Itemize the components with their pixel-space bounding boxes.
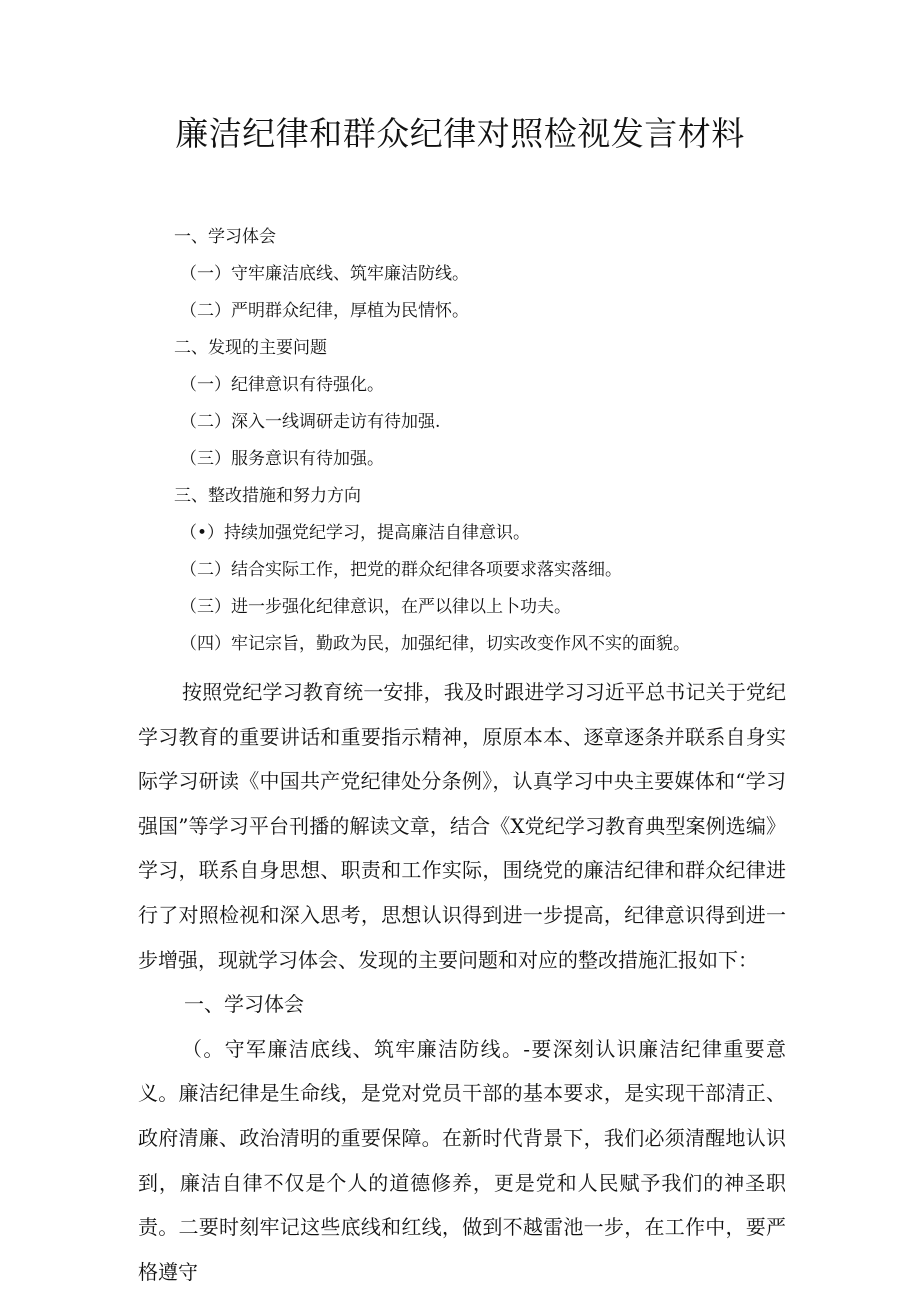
outline-heading-1: 一、学习体会: [174, 227, 276, 247]
outline-item: （三）服务意识有待加强。: [180, 449, 384, 469]
outline-list: [172, 219, 812, 663]
section-heading: 一、学习体会: [184, 992, 304, 1017]
document-body: [138, 670, 786, 1294]
document-title: 廉洁纪律和群众纪律对照检视发言材料: [175, 114, 745, 153]
outline-item: （三）进一步强化纪律意识，在严以律以上卜功夫。: [180, 597, 571, 617]
outline-item: （一）纪律意识有待强化。: [180, 375, 384, 395]
outline-item: （一）守牢廉洁底线、筑牢廉洁防线。: [180, 264, 469, 284]
outline-item: （二）结合实际工作，把党的群众纪律各项要求落实落细。: [180, 560, 622, 580]
outline-heading-2: 二、发现的主要问题: [174, 338, 327, 358]
section-paragraph: （。守军廉洁底线、筑牢廉洁防线。-要深刻认识廉洁纪律重要意义。廉洁纪律是生命线，是党对党员干部的基本要求，是实现干部清正、政府清廉、政治清明的重要保障。在新时代背景下，我们必须清醒地认识到，廉洁自律不仅是个人的道德修养，更是党和人民赋予我们的神圣职责。二要时刻牢记这些底线和红线，做到不越雷池一步，在工作中，要严格遵守: [138, 1036, 786, 1284]
outline-heading-3: 三、整改措施和努力方向: [174, 486, 361, 506]
outline-item: （四）牢记宗旨，勤政为民，加强纪律，切实改变作风不实的面貌。: [180, 634, 690, 654]
outline-item: （二）深入一线调研走访有待加强.: [180, 412, 441, 432]
outline-item: （•）持续加强党纪学习，提高廉洁自律意识。: [180, 523, 531, 543]
intro-paragraph: 按照党纪学习教育统一安排，我及时跟进学习习近平总书记关于党纪学习教育的重要讲话和重要指示精神，原原本本、逐章逐条并联系自身实际学习研读《中国共产党纪律处分条例》，认真学习中央主要媒体和“学习强国”等学习平台刊播的解读文章，结合《X党纪学习教育典型案例选编》学习，联系自身思想、职责和工作实际，围绕党的廉洁纪律和群众纪律进行了对照检视和深入思考，思想认识得到进一步提高，纪律意识得到进一步增强，现就学习体会、发现的主要问题和对应的整改措施汇报如下：: [138, 680, 786, 972]
outline-item: （二）严明群众纪律，厚植为民情怀。: [180, 301, 469, 321]
